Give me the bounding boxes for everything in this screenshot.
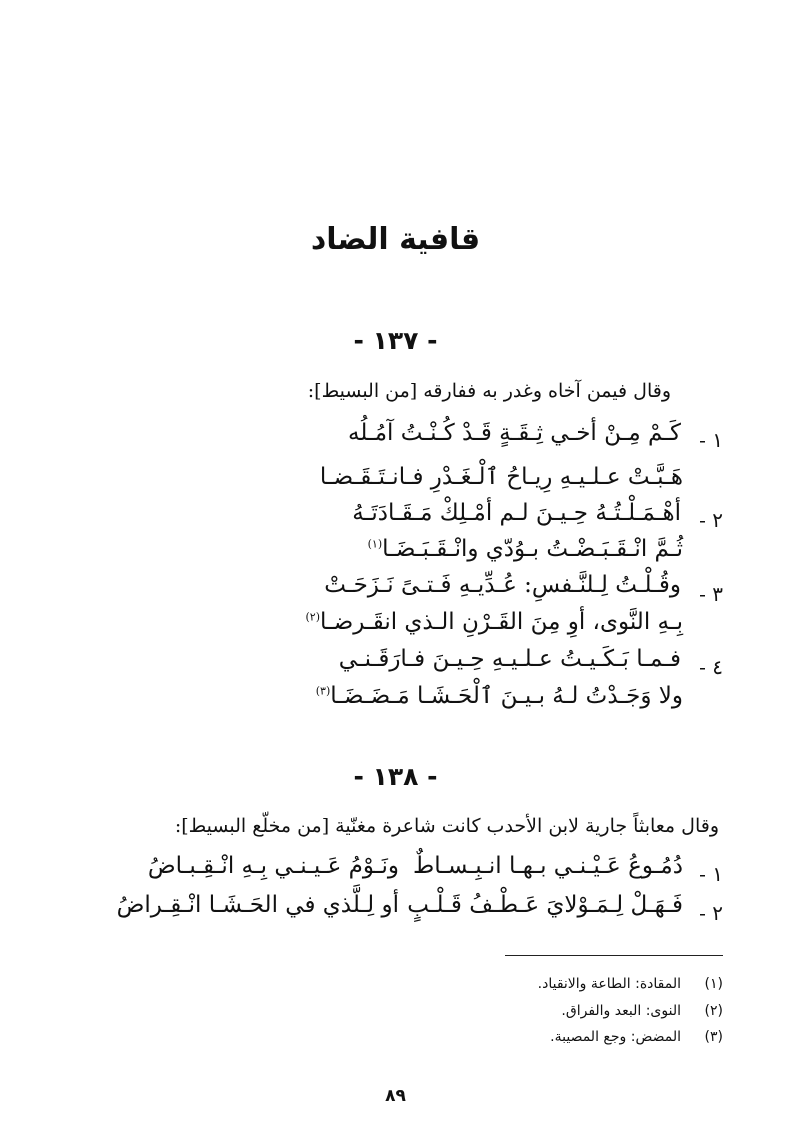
verse-first-hemistich: وقُـلْـتُ لِـلنَّـفسِ: عُـدِّيـهِ فَـتـىً نَـزَحَـتْ <box>324 572 681 598</box>
verse-second-hemistich <box>368 536 683 562</box>
verse-text: ثُـمَّ انْـقَـبَـضْـتُ بـوُدّي وانْـقَـبَـضَـا <box>382 536 683 562</box>
footnote-text: المضض: وجع المصيبة. <box>550 1029 681 1045</box>
verse-number: ٢ - <box>699 508 723 532</box>
verse-number: ٢ - <box>699 901 723 925</box>
chapter-title: قافية الضاد <box>310 222 481 257</box>
poem-intro: وقال معابثاً جارية لابن الأحدب كانت شاعرة مغنّية [من مخلّع البسيط]: <box>174 815 719 837</box>
footnote <box>538 976 723 992</box>
footnote-marker: (٢) <box>305 610 320 624</box>
footnote-number: (٣) <box>704 1029 723 1045</box>
verse-first-hemistich: دُمُـوعُ عَـيْـنـي بـهـا انـبِـسـاطٌ <box>412 853 683 879</box>
footnote-marker: (٣) <box>315 684 331 698</box>
footnote-number: (٢) <box>704 1003 723 1019</box>
verse-number: ١ - <box>699 428 723 452</box>
footnote-number: (١) <box>704 976 723 992</box>
verse-first-hemistich: أهْـمَـلْـتُـهُ حِـيـنَ لـم أمْـلِكْ مَـقَـادَتَـهُ <box>352 500 681 526</box>
footnote-text: النوى: البعد والفراق. <box>561 1003 681 1019</box>
footnote-divider <box>505 955 723 956</box>
verse-text: بِـهِ النَّوى، أوِ مِنَ القَـرْنِ الـذي انقَـرضـا <box>319 609 683 635</box>
verse-second-hemistich: أو لِـلَّذي في الحَـشَـا انْـقِـراضُ <box>116 892 399 918</box>
verse-first-hemistich: فـمـا بَـكَـيـتُ عـلـيـهِ حِـيـنَ فـارَقَـنـي <box>338 646 681 672</box>
verse-second-hemistich: هَـبَّـتْ عـلـيـهِ رِيـاحُ ٱلْـغَـدْرِ فـانـتَـقَـضـا <box>319 464 683 490</box>
footnote-marker: (١) <box>367 537 383 551</box>
verse-number: ٣ - <box>699 582 723 606</box>
footnote-text: المقادة: الطاعة والانقياد. <box>537 976 681 992</box>
footnote <box>550 1029 723 1045</box>
verse-number: ٤ - <box>699 655 723 679</box>
verse-text: ولا وَجَـدْتُ لـهُ بـيـنَ ٱلْحَـشَـا مَـضَـضَـا <box>330 683 683 709</box>
footnote <box>561 1003 723 1019</box>
poem-intro: وقال فيمن آخاه وغدر به ففارقه [من البسيط]: <box>307 380 671 402</box>
verse-number: ١ - <box>699 862 723 886</box>
poem-number: - ١٣٧ - <box>353 326 438 355</box>
page-number: ٨٩ <box>385 1086 406 1106</box>
verse-first-hemistich: فَـهَـلْ لِـمَـوْلايَ عَـطْـفُ قَـلْـبٍ <box>407 892 683 918</box>
verse-second-hemistich <box>305 609 683 635</box>
poem-number: - ١٣٨ - <box>353 762 438 791</box>
verse-second-hemistich: ونَـوْمُ عَـيـنـي بِـهِ انْـقِـبـاضُ <box>147 853 399 879</box>
verse-first-hemistich: كَـمْ مِـنْ أخـي ثِـقَـةٍ قَـدْ كُـنْـتُ آمُـلُه <box>348 420 681 446</box>
verse-second-hemistich <box>316 683 683 709</box>
